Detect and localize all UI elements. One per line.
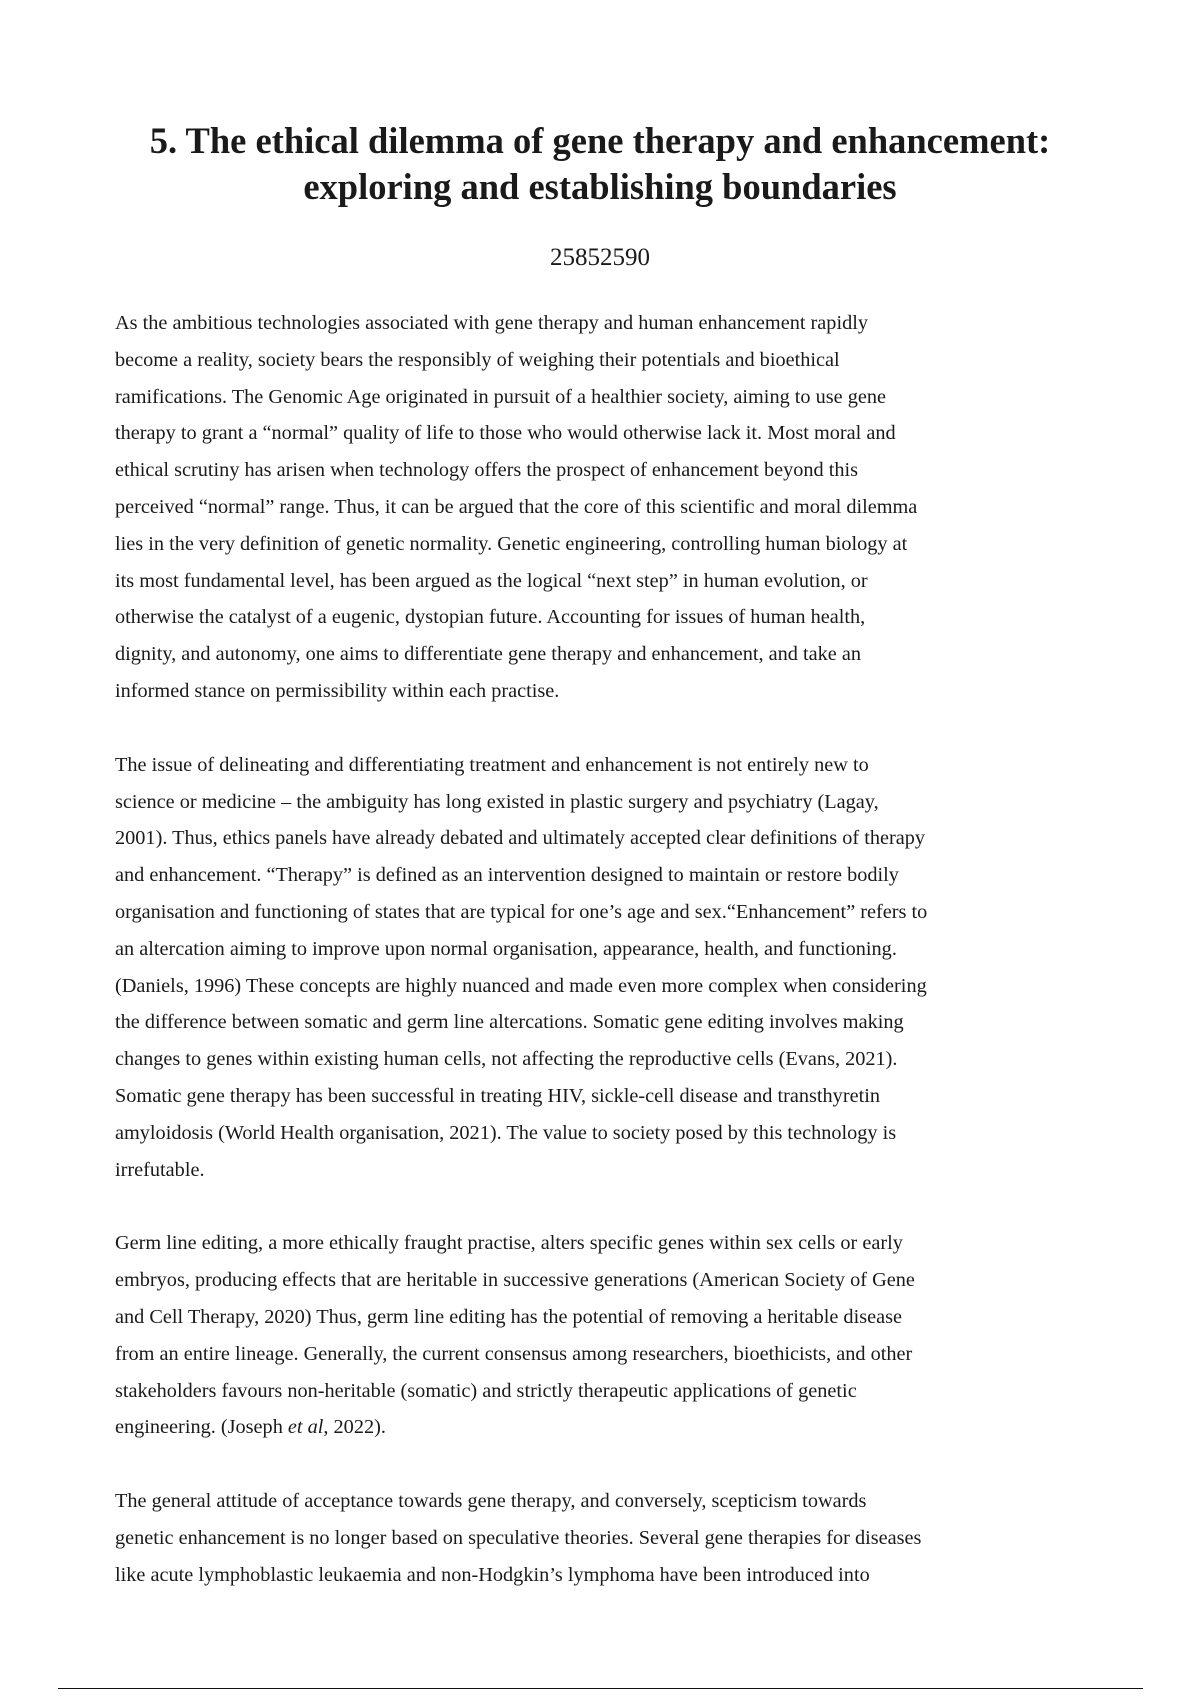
text-line: and Cell Therapy, 2020) Thus, germ line editing has the potential of removing a heritable disease: [115, 1305, 902, 1328]
text-line: from an entire lineage. Generally, the current consensus among researchers, bioethicists, and other: [115, 1342, 913, 1365]
text-line-citation: [115, 1409, 1115, 1446]
citation-et-al: et al: [287, 1416, 324, 1439]
text-line: ethical scrutiny has arisen when technology offers the prospect of enhancement beyond this: [115, 459, 859, 482]
text-line: perceived “normal” range. Thus, it can be argued that the core of this scientific and moral dilemma: [115, 495, 918, 518]
text-line: The issue of delineating and differentiating treatment and enhancement is not entirely new to: [115, 753, 869, 776]
paragraph-acceptance: [115, 1483, 1115, 1593]
text-line: stakeholders favours non-heritable (somatic) and strictly therapeutic applications of genetic: [115, 1379, 857, 1402]
citation-prefix: engineering. (Joseph: [115, 1416, 288, 1439]
text-line: The general attitude of acceptance towards gene therapy, and conversely, scepticism towards: [115, 1490, 867, 1513]
text-line: ramifications. The Genomic Age originated in pursuit of a healthier society, aiming to use gene: [115, 385, 887, 408]
text-line: informed stance on permissibility within each practise.: [115, 679, 560, 702]
text-line: become a reality, society bears the responsibly of weighing their potentials and bioethical: [115, 348, 840, 371]
text-line: irrefutable.: [115, 1158, 205, 1181]
text-line: an altercation aiming to improve upon normal organisation, appearance, health, and functioning.: [115, 937, 897, 960]
text-line: As the ambitious technologies associated with gene therapy and human enhancement rapidly: [115, 312, 869, 334]
text-line: embryos, producing effects that are heritable in successive generations (American Society of Gene: [115, 1269, 915, 1292]
text-line: (Daniels, 1996) These concepts are highly nuanced and made even more complex when considering: [115, 974, 927, 997]
text-line: amyloidosis (World Health organisation, 2021). The value to society posed by this technology is: [115, 1121, 897, 1144]
text-line: changes to genes within existing human cells, not affecting the reproductive cells (Evans, 2021).: [115, 1048, 898, 1071]
text-line: science or medicine – the ambiguity has long existed in plastic surgery and psychiatry (Lagay,: [115, 790, 879, 813]
text-line: organisation and functioning of states that are typical for one’s age and sex.“Enhancement” refers to: [115, 900, 928, 923]
title-line: 5. The ethical dilemma of gene therapy and enhancement:: [149, 120, 1051, 161]
text-line: Germ line editing, a more ethically fraught practise, alters specific genes within sex cells or early: [115, 1232, 903, 1255]
title-line: exploring and establishing boundaries: [303, 166, 897, 207]
text-line: its most fundamental level, has been argued as the logical “next step” in human evolution, or: [115, 569, 868, 592]
text-line: therapy to grant a “normal” quality of life to those who would otherwise lack it. Most moral and: [115, 422, 896, 445]
text-line: otherwise the catalyst of a eugenic, dystopian future. Accounting for issues of human health,: [115, 606, 866, 629]
text-line: the difference between somatic and germ line altercations. Somatic gene editing involves making: [115, 1011, 904, 1034]
text-line: 2001). Thus, ethics panels have already debated and ultimately accepted clear definitions of therapy: [115, 827, 926, 850]
paragraph-germ-line: [115, 1225, 1115, 1446]
text-line: and enhancement. “Therapy” is defined as an intervention designed to maintain or restore bodily: [115, 864, 899, 887]
text-line: genetic enhancement is no longer based on speculative theories. Several gene therapies for diseases: [115, 1526, 922, 1549]
text-line: Somatic gene therapy has been successful in treating HIV, sickle-cell disease and transthyretin: [115, 1084, 880, 1107]
paragraph-definitions: [115, 747, 1115, 1189]
citation-suffix: , 2022).: [323, 1416, 386, 1439]
footer-divider: [58, 1688, 1143, 1689]
paragraph-introduction: [115, 305, 1115, 710]
student-id: 25852590: [550, 244, 650, 271]
text-line: lies in the very definition of genetic normality. Genetic engineering, controlling human biology at: [115, 532, 908, 555]
page-title: [60, 118, 1140, 210]
text-line: dignity, and autonomy, one aims to differentiate gene therapy and enhancement, and take an: [115, 643, 862, 666]
body-text: [115, 305, 1115, 1631]
text-line: like acute lymphoblastic leukaemia and non-Hodgkin’s lymphoma have been introduced into: [115, 1563, 870, 1586]
